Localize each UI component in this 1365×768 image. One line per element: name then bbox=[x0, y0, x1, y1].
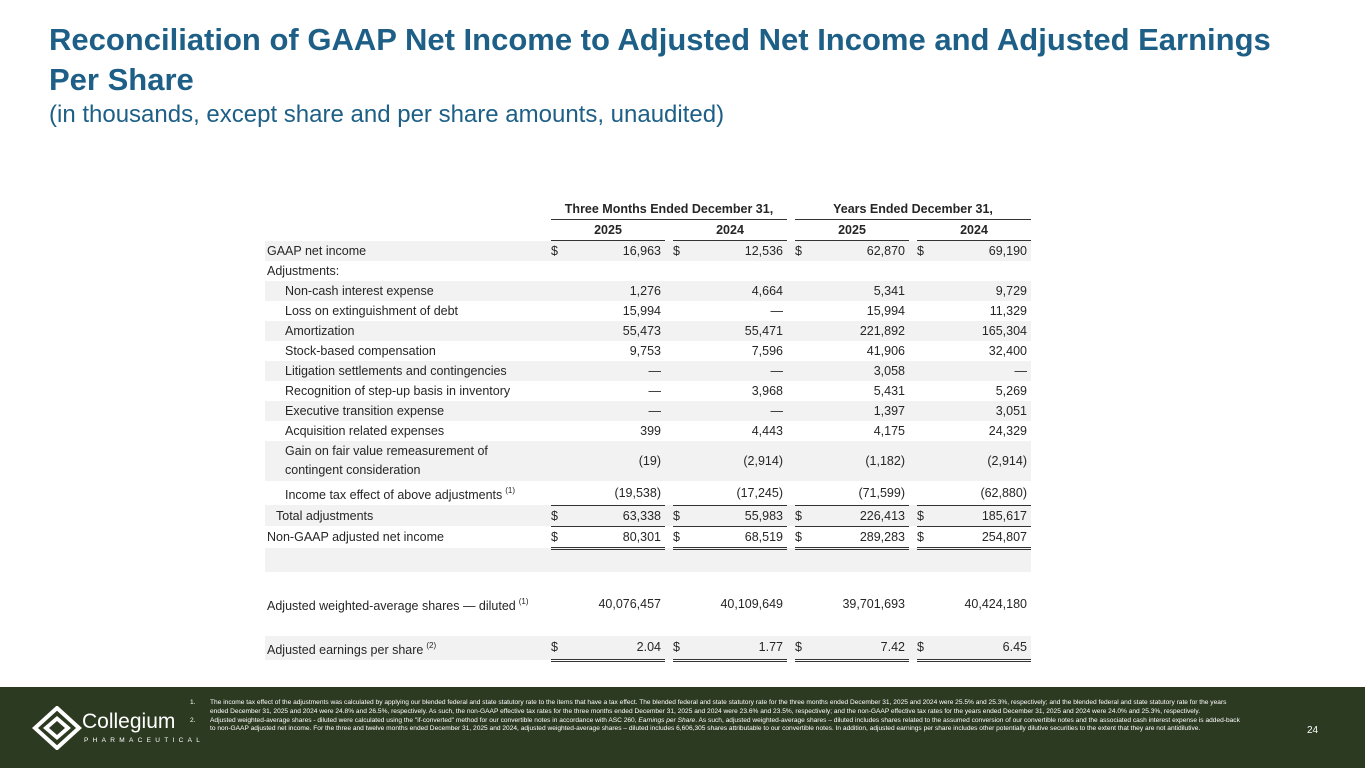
cell-value: 39,701,693 bbox=[842, 597, 905, 611]
row-label bbox=[265, 441, 545, 481]
cell-value: (1,182) bbox=[811, 441, 909, 481]
cell-value: 40,076,457 bbox=[598, 597, 661, 611]
table-row bbox=[265, 526, 1031, 548]
cell-value: 9,753 bbox=[629, 344, 661, 358]
row-label: Stock-based compensation bbox=[285, 344, 436, 358]
currency-symbol: $ bbox=[551, 526, 567, 548]
currency-symbol: $ bbox=[795, 526, 811, 548]
cell-value: 32,400 bbox=[988, 344, 1027, 358]
currency-symbol: $ bbox=[917, 505, 933, 526]
cell-value: 221,892 bbox=[811, 321, 909, 341]
row-label: Acquisition related expenses bbox=[285, 424, 445, 438]
row-label: Total adjustments bbox=[265, 505, 545, 526]
cell-value: 62,870 bbox=[811, 241, 909, 262]
cell-value: 24,329 bbox=[988, 424, 1027, 438]
cell-value: 5,341 bbox=[811, 281, 909, 301]
cell-value: 3,058 bbox=[811, 361, 909, 381]
cell-value: 399 bbox=[640, 424, 661, 438]
footnote-text-italic: Earnings per Share bbox=[638, 716, 696, 724]
cell-value: — bbox=[689, 401, 787, 421]
cell-value: 3,051 bbox=[933, 401, 1031, 421]
cell-value: 6.45 bbox=[933, 636, 1031, 660]
table-row bbox=[265, 261, 1031, 281]
cell-value: 12,536 bbox=[689, 241, 787, 262]
footnote-marker: (2) bbox=[426, 641, 437, 650]
row-label: Litigation settlements and contingencies bbox=[265, 361, 545, 381]
cell-value: 7.42 bbox=[811, 636, 909, 660]
cell-value: 4,175 bbox=[873, 424, 905, 438]
row-label: Amortization bbox=[265, 321, 545, 341]
cell-value: 1.77 bbox=[689, 636, 787, 660]
currency-symbol: $ bbox=[551, 636, 567, 660]
cell-value: 7,596 bbox=[751, 344, 783, 358]
cell-value: (2,914) bbox=[933, 441, 1031, 481]
collegium-logo-icon bbox=[32, 706, 82, 750]
page-title: Reconciliation of GAAP Net Income to Adjusted Net Income and Adjusted Earnings Per Share bbox=[49, 22, 1271, 97]
cell-value: 1,276 bbox=[567, 281, 665, 301]
currency-symbol: $ bbox=[795, 241, 811, 262]
currency-symbol: $ bbox=[795, 505, 811, 526]
row-label bbox=[265, 636, 545, 660]
table-row bbox=[265, 401, 1031, 421]
cell-value: 185,617 bbox=[933, 505, 1031, 526]
row-label: Adjustments: bbox=[267, 264, 340, 278]
currency-symbol: $ bbox=[673, 241, 689, 262]
cell-value: 41,906 bbox=[866, 344, 905, 358]
cell-value: 40,424,180 bbox=[964, 597, 1027, 611]
row-label: Executive transition expense bbox=[265, 401, 545, 421]
page-number: 24 bbox=[1307, 725, 1319, 736]
footnote-text bbox=[210, 717, 1240, 735]
brand-subtitle: PHARMACEUTICAL bbox=[84, 737, 205, 744]
row-label-line2: contingent consideration bbox=[285, 463, 421, 477]
row-label-line1: Gain on fair value remeasurement of bbox=[285, 444, 488, 458]
currency-symbol: $ bbox=[917, 526, 933, 548]
row-label bbox=[265, 592, 545, 616]
reconciliation-table bbox=[265, 199, 1031, 662]
year-fy-2024: 2024 bbox=[917, 220, 1031, 241]
currency-symbol: $ bbox=[551, 241, 567, 262]
currency-symbol: $ bbox=[795, 636, 811, 660]
cell-value: — bbox=[770, 304, 783, 318]
cell-value: 16,963 bbox=[567, 241, 665, 262]
cell-value: (62,880) bbox=[933, 481, 1031, 505]
cell-value: (2,914) bbox=[689, 441, 787, 481]
cell-value: (71,599) bbox=[811, 481, 909, 505]
cell-value: — bbox=[648, 384, 661, 398]
table-row bbox=[265, 281, 1031, 301]
footnote-2 bbox=[190, 717, 1240, 735]
footnote-text: The income tax effect of the adjustments was calculated by applying our blended federal and state statutory rate to the items that have a tax effect. The blended federal and state statutory rate for the three months ended December 31, 2025 and 2024 were 25.5% and 25.3%, respectively; and the blended federal and state statutory rate for the years ended December 31, 2025 and 2024 were 24.8% and 26.5%, respectively. As such, the non-GAAP effective tax rates for the three months ended December 31, 2025 and 2024 were 23.6% and 23.5%, respectively; and the non-GAAP effective tax rates for the years ended December 31, 2025 and 2024 were 24.0% and 25.3%, respectively. bbox=[210, 699, 1227, 715]
year-q-2025: 2025 bbox=[551, 220, 665, 241]
row-label: Loss on extinguishment of debt bbox=[285, 304, 459, 318]
footnote-number: 2. bbox=[190, 716, 196, 724]
footnote-marker: (1) bbox=[505, 486, 516, 495]
table-row bbox=[265, 481, 1031, 505]
cell-value: 4,443 bbox=[751, 424, 783, 438]
table-row bbox=[265, 636, 1031, 660]
table-row bbox=[265, 361, 1031, 381]
table-row bbox=[265, 301, 1031, 321]
row-label: Non-cash interest expense bbox=[265, 281, 545, 301]
currency-symbol: $ bbox=[917, 636, 933, 660]
footnote-marker: (1) bbox=[518, 597, 529, 606]
cell-value: 1,397 bbox=[811, 401, 909, 421]
footnote-text-part: Adjusted weighted-average shares - diluted were calculated using the "if-converted" method for our convertible notes in accordance with ASC 260, bbox=[210, 716, 639, 724]
cell-value: 55,471 bbox=[689, 321, 787, 341]
cell-value: — bbox=[933, 361, 1031, 381]
currency-symbol: $ bbox=[673, 505, 689, 526]
table-row bbox=[265, 381, 1031, 401]
cell-value: 68,519 bbox=[689, 526, 787, 548]
year-q-2024: 2024 bbox=[673, 220, 787, 241]
cell-value: 11,329 bbox=[989, 304, 1027, 318]
cell-value: 254,807 bbox=[933, 526, 1031, 548]
row-label: Non-GAAP adjusted net income bbox=[267, 530, 444, 544]
table-row bbox=[265, 341, 1031, 361]
table-row bbox=[265, 441, 1031, 481]
cell-value: (17,245) bbox=[689, 481, 787, 505]
row-label bbox=[265, 481, 545, 505]
year-header-row bbox=[265, 220, 1031, 241]
group-header-row bbox=[265, 199, 1031, 220]
table-row bbox=[265, 505, 1031, 526]
cell-value: 2.04 bbox=[567, 636, 665, 660]
row-label: GAAP net income bbox=[265, 241, 545, 262]
table-row bbox=[265, 421, 1031, 441]
cell-value: 9,729 bbox=[933, 281, 1031, 301]
currency-symbol: $ bbox=[673, 636, 689, 660]
cell-value: 63,338 bbox=[567, 505, 665, 526]
cell-value: (19) bbox=[567, 441, 665, 481]
cell-value: 40,109,649 bbox=[720, 597, 783, 611]
cell-value: 55,983 bbox=[689, 505, 787, 526]
cell-value: 5,269 bbox=[995, 384, 1027, 398]
table-row bbox=[265, 592, 1031, 616]
header-three-months: Three Months Ended December 31, bbox=[551, 199, 787, 220]
cell-value: — bbox=[567, 401, 665, 421]
row-label-text: Adjusted earnings per share bbox=[267, 643, 424, 657]
cell-value: — bbox=[689, 361, 787, 381]
currency-symbol: $ bbox=[551, 505, 567, 526]
spacer-row bbox=[265, 548, 1031, 572]
spacer-row bbox=[265, 572, 1031, 592]
footnotes bbox=[190, 699, 1240, 734]
currency-symbol: $ bbox=[673, 526, 689, 548]
cell-value: 3,968 bbox=[751, 384, 783, 398]
row-label-text: Adjusted weighted-average shares — diluted bbox=[267, 599, 516, 613]
footnote-text-part: . As such, adjusted weighted-average shares – diluted includes shares related to the assumed conversion of our convertible notes and the associated cash interest expense is added-back to non-GAAP adjusted net income. For the three and twelve months ended December 31, 2025 and 2024, adjusted weighted-average shares – diluted includes 6,606,305 shares attributable to our convertible notes. In addition, adjusted earnings per share includes other potentially dilutive securities to the extent that they are not antidilutive. bbox=[210, 716, 1240, 733]
cell-value: 165,304 bbox=[933, 321, 1031, 341]
table-row bbox=[265, 321, 1031, 341]
year-fy-2025: 2025 bbox=[795, 220, 909, 241]
header-years-ended: Years Ended December 31, bbox=[795, 199, 1031, 220]
footnote-number: 1. bbox=[190, 699, 196, 706]
cell-value: 226,413 bbox=[811, 505, 909, 526]
cell-value: — bbox=[567, 361, 665, 381]
currency-symbol: $ bbox=[917, 241, 933, 262]
cell-value: 15,994 bbox=[622, 304, 661, 318]
spacer-row bbox=[265, 616, 1031, 636]
cell-value: 55,473 bbox=[567, 321, 665, 341]
row-label-text: Income tax effect of above adjustments bbox=[285, 488, 503, 502]
cell-value: 69,190 bbox=[933, 241, 1031, 262]
footnote-1 bbox=[190, 699, 1240, 717]
cell-value: 289,283 bbox=[811, 526, 909, 548]
row-label: Recognition of step-up basis in inventory bbox=[285, 384, 511, 398]
cell-value: 5,431 bbox=[873, 384, 905, 398]
brand-name: Collegium bbox=[82, 710, 176, 733]
cell-value: 4,664 bbox=[689, 281, 787, 301]
cell-value: 80,301 bbox=[567, 526, 665, 548]
page-subtitle: (in thousands, except share and per share amounts, unaudited) bbox=[49, 101, 725, 128]
table-row bbox=[265, 241, 1031, 262]
cell-value: (19,538) bbox=[567, 481, 665, 505]
cell-value: 15,994 bbox=[866, 304, 905, 318]
